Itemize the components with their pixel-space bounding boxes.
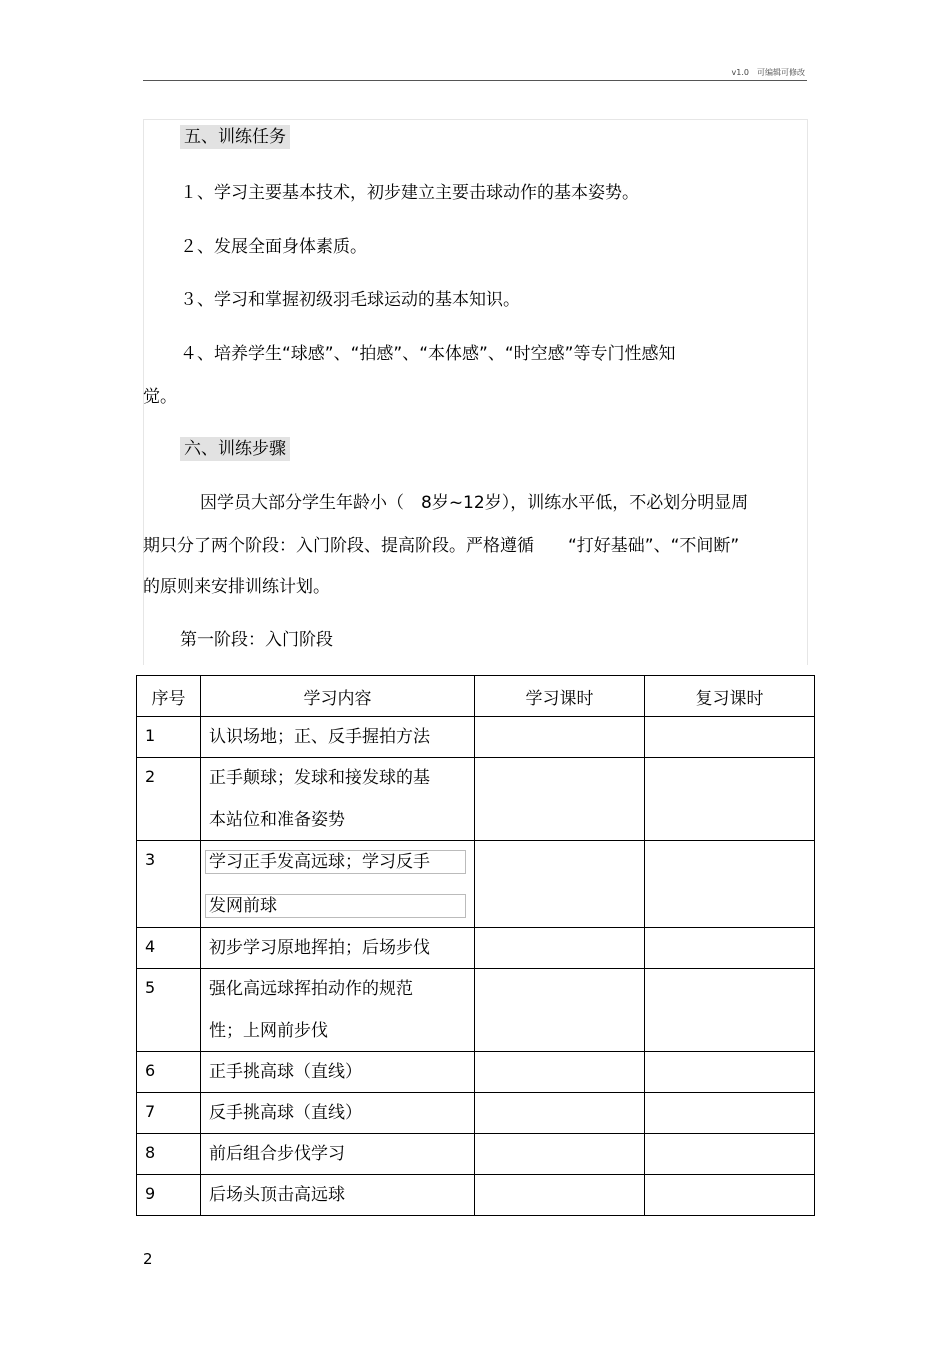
row-number: 8 bbox=[137, 1134, 201, 1175]
review-hours-cell bbox=[645, 1134, 815, 1175]
row-number: 4 bbox=[137, 928, 201, 969]
review-hours-cell bbox=[645, 1175, 815, 1216]
steps-paragraph-line: 期只分了两个阶段：入门阶段、提高阶段。严格遵循 “打好基础”、“不间断” bbox=[143, 536, 740, 556]
content-line: 后场头顶击高远球 bbox=[209, 1185, 345, 1205]
section6-heading bbox=[180, 438, 290, 460]
study-hours-cell bbox=[475, 841, 645, 928]
review-hours-cell bbox=[645, 1093, 815, 1134]
study-hours-cell bbox=[475, 928, 645, 969]
stage1-label: 第一阶段：入门阶段 bbox=[180, 630, 333, 650]
row-number: 7 bbox=[137, 1093, 201, 1134]
table-row bbox=[137, 1134, 815, 1175]
study-hours-cell bbox=[475, 1134, 645, 1175]
content-line: 前后组合步伐学习 bbox=[209, 1144, 345, 1164]
table-header-row bbox=[137, 676, 815, 717]
content-line: 正手挑高球（直线） bbox=[209, 1062, 362, 1082]
column-header-content: 学习内容 bbox=[201, 676, 475, 717]
training-plan-table bbox=[136, 675, 815, 1216]
row-content bbox=[201, 928, 475, 969]
section6-title: 六、训练步骤 bbox=[180, 437, 290, 461]
row-content bbox=[201, 969, 475, 1052]
row-number: 9 bbox=[137, 1175, 201, 1216]
row-content bbox=[201, 1052, 475, 1093]
study-hours-cell bbox=[475, 717, 645, 758]
row-number: 3 bbox=[137, 841, 201, 928]
table-row bbox=[137, 758, 815, 841]
content-line: 强化高远球挥拍动作的规范 bbox=[209, 979, 413, 999]
column-header-review-hours: 复习课时 bbox=[645, 676, 815, 717]
row-number: 6 bbox=[137, 1052, 201, 1093]
study-hours-cell bbox=[475, 1052, 645, 1093]
task-item: ２、发展全面身体素质。 bbox=[180, 237, 367, 257]
study-hours-cell bbox=[475, 1093, 645, 1134]
row-content bbox=[201, 1175, 475, 1216]
steps-paragraph-line: 的原则来安排训练计划。 bbox=[143, 577, 330, 597]
content-line: 学习正手发高远球；学习反手 bbox=[205, 850, 466, 874]
study-hours-cell bbox=[475, 1175, 645, 1216]
row-content bbox=[201, 758, 475, 841]
study-hours-cell bbox=[475, 758, 645, 841]
review-hours-cell bbox=[645, 1052, 815, 1093]
task-item-continuation: 觉。 bbox=[143, 387, 177, 407]
review-hours-cell bbox=[645, 758, 815, 841]
task-item: ３、学习和掌握初级羽毛球运动的基本知识。 bbox=[180, 290, 520, 310]
content-line: 反手挑高球（直线） bbox=[209, 1103, 362, 1123]
row-content bbox=[201, 1093, 475, 1134]
table-row bbox=[137, 1093, 815, 1134]
row-number: 5 bbox=[137, 969, 201, 1052]
table-row bbox=[137, 969, 815, 1052]
section5-heading bbox=[180, 126, 290, 148]
review-hours-cell bbox=[645, 969, 815, 1052]
table-row bbox=[137, 1175, 815, 1216]
steps-paragraph-line: 因学员大部分学生年龄小（ 8岁~12岁），训练水平低，不必划分明显周 bbox=[200, 493, 749, 513]
review-hours-cell bbox=[645, 717, 815, 758]
section5-title: 五、训练任务 bbox=[180, 125, 290, 149]
review-hours-cell bbox=[645, 841, 815, 928]
content-line: 发网前球 bbox=[205, 894, 466, 918]
row-content bbox=[201, 841, 475, 928]
content-line: 本站位和准备姿势 bbox=[209, 810, 345, 830]
table-row bbox=[137, 841, 815, 928]
header-rule bbox=[143, 80, 807, 81]
content-line: 性；上网前步伐 bbox=[209, 1021, 328, 1041]
content-line: 初步学习原地挥拍；后场步伐 bbox=[209, 938, 430, 958]
row-number: 2 bbox=[137, 758, 201, 841]
table-row bbox=[137, 928, 815, 969]
row-content bbox=[201, 717, 475, 758]
review-hours-cell bbox=[645, 928, 815, 969]
row-number: 1 bbox=[137, 717, 201, 758]
row-content bbox=[201, 1134, 475, 1175]
content-line: 正手颠球；发球和接发球的基 bbox=[209, 768, 430, 788]
task-item: ４、培养学生“球感”、“拍感”、“本体感”、“时空感”等专门性感知 bbox=[180, 344, 676, 364]
version-label: v1.0 可编辑可修改 bbox=[731, 68, 805, 77]
column-header-number: 序号 bbox=[137, 676, 201, 717]
content-line: 认识场地；正、反手握拍方法 bbox=[209, 727, 430, 747]
task-item: １、学习主要基本技术，初步建立主要击球动作的基本姿势。 bbox=[180, 183, 639, 203]
column-header-study-hours: 学习课时 bbox=[475, 676, 645, 717]
page-number: 2 bbox=[143, 1250, 153, 1268]
study-hours-cell bbox=[475, 969, 645, 1052]
table-row bbox=[137, 717, 815, 758]
table-row bbox=[137, 1052, 815, 1093]
